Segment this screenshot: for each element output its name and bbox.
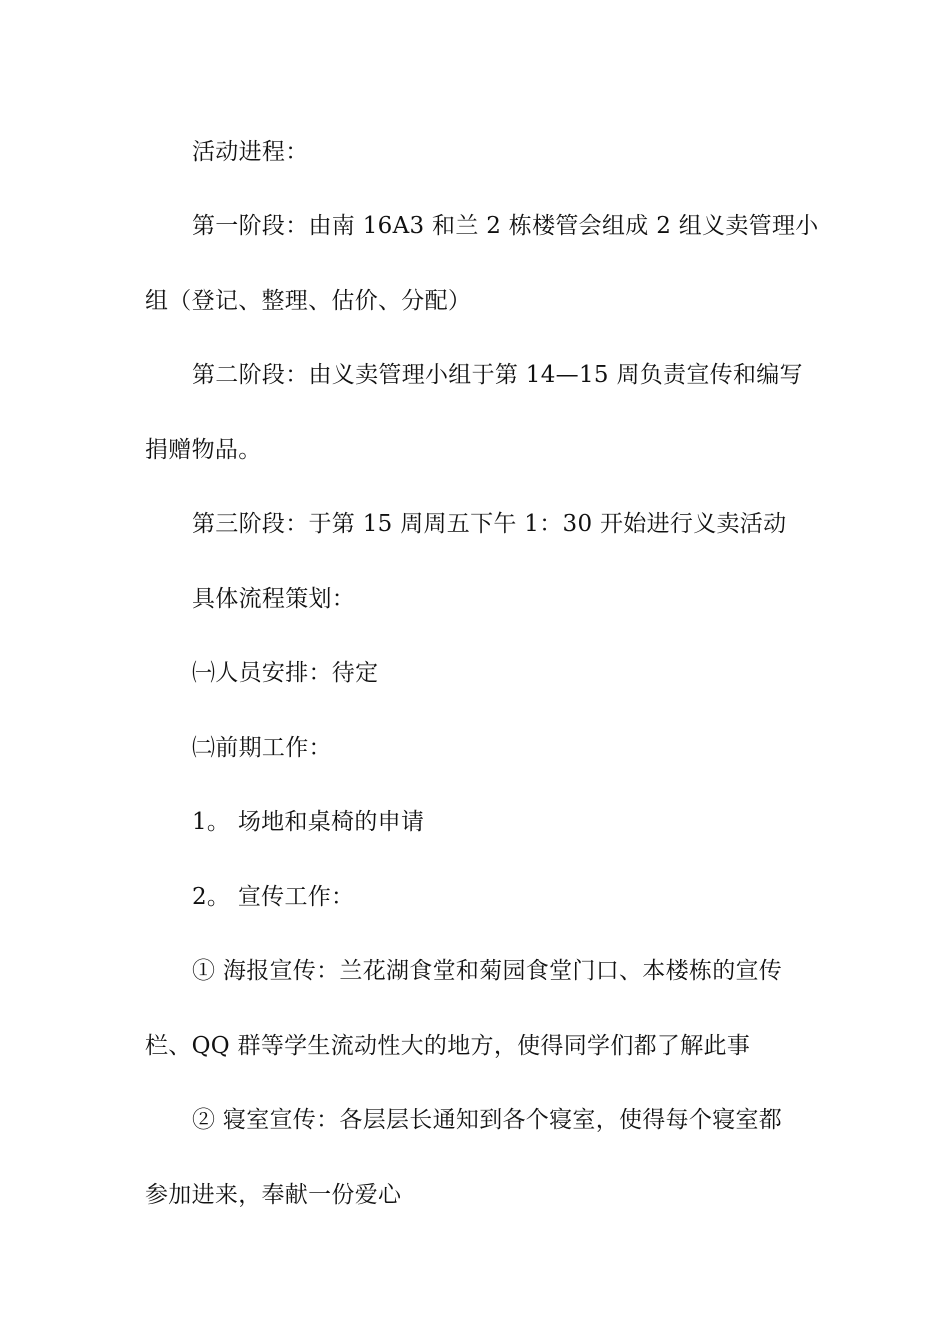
paragraph-stage-one-line-1: 第一阶段：由南 16A3 和兰 2 栋楼管会组成 2 组义卖管理小 [192, 213, 819, 239]
list-item-preliminary-work: ㈡前期工作： [192, 735, 332, 761]
section-heading-process-plan: 具体流程策划： [192, 586, 356, 612]
paragraph-dorm-publicity-line-2: 参加进来，奉献一份爱心 [145, 1182, 402, 1208]
paragraph-stage-three: 第三阶段：于第 15 周周五下午 1：30 开始进行义卖活动 [192, 511, 787, 537]
list-item-staffing: ㈠人员安排：待定 [192, 660, 379, 686]
paragraph-stage-one-line-2: 组（登记、整理、估价、分配） [145, 288, 472, 314]
paragraph-dorm-publicity-line-1: ② 寝室宣传：各层层长通知到各个寝室，使得每个寝室都 [192, 1107, 783, 1133]
paragraph-stage-two-line-1: 第二阶段：由义卖管理小组于第 14—15 周负责宣传和编写 [192, 362, 803, 388]
section-heading-activity-process: 活动进程： [192, 139, 309, 165]
list-item-publicity-work: 2。 宣传工作： [192, 884, 355, 910]
list-item-venue-application: 1。 场地和桌椅的申请 [192, 809, 425, 835]
paragraph-poster-publicity-line-1: ① 海报宣传：兰花湖食堂和菊园食堂门口、本楼栋的宣传 [192, 958, 783, 984]
paragraph-poster-publicity-line-2: 栏、QQ 群等学生流动性大的地方，使得同学们都了解此事 [145, 1033, 751, 1059]
paragraph-stage-two-line-2: 捐赠物品。 [145, 437, 262, 463]
